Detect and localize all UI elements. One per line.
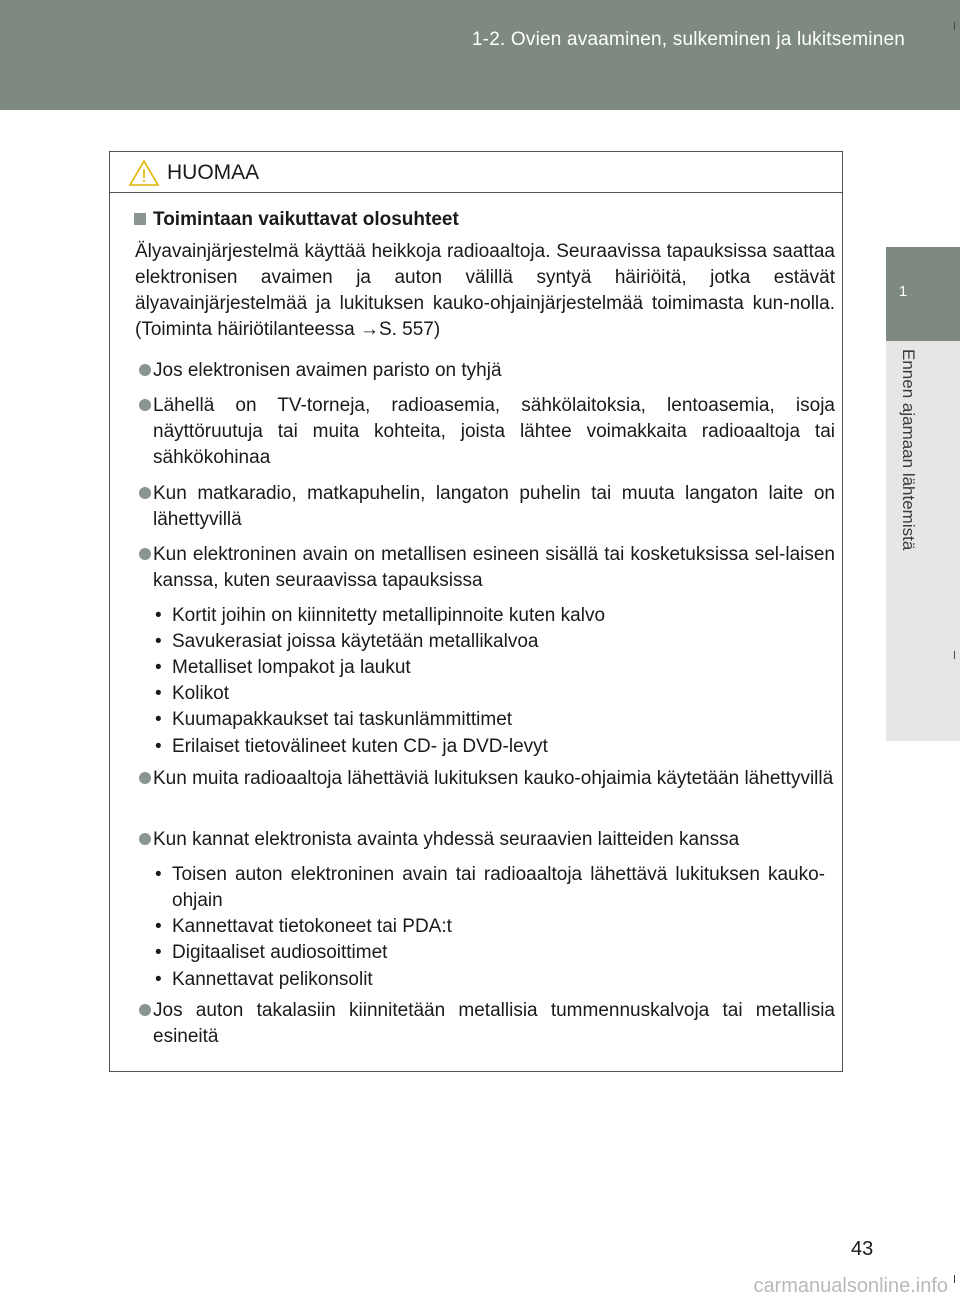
round-bullet-icon: [139, 1004, 151, 1016]
watermark: carmanualsonline.info: [753, 1275, 948, 1297]
chapter-tab: [886, 247, 960, 341]
crop-mark: [954, 651, 955, 659]
notice-title: HUOMAA: [167, 161, 260, 184]
sub-item: • Kortit joihin on kiinnitetty metallipinnoite kuten kalvo: [155, 605, 606, 626]
section-title-text: Toimintaan vaikuttavat olosuhteet: [153, 209, 459, 230]
crop-mark: [954, 1275, 955, 1283]
square-bullet-icon: [134, 213, 146, 225]
bullet-item: Kun kannat elektronista avainta yhdessä seuraavien laitteiden kanssa: [153, 829, 740, 850]
bullet-item: Jos elektronisen avaimen paristo on tyhjä: [153, 360, 502, 381]
sub-item: • Kannettavat pelikonsolit: [155, 969, 373, 990]
sub-item: • Kolikot: [155, 683, 230, 704]
round-bullet-icon: [139, 548, 151, 560]
notice-box: [109, 151, 843, 1072]
chapter-number: 1: [898, 283, 908, 300]
sub-item: • Digitaaliset audiosoittimet: [155, 942, 388, 963]
section-title: [134, 209, 459, 231]
sub-item: • Kuumapakkaukset tai taskunlämmittimet: [155, 709, 513, 730]
round-bullet-icon: [139, 772, 151, 784]
chapter-side-title: Ennen ajamaan lähtemistä: [899, 349, 918, 551]
crop-mark: [954, 22, 955, 30]
sub-item: • Savukerasiat joissa käytetään metallikalvoa: [155, 631, 539, 652]
round-bullet-icon: [139, 364, 151, 376]
round-bullet-icon: [139, 833, 151, 845]
bullet-item: Jos auton takalasiin kiinnitetään metallisia tummennuskalvoja tai metallisia esineitä: [153, 1000, 835, 1047]
page-number: 43: [851, 1238, 874, 1260]
sub-item: • Erilaiset tietovälineet kuten CD- ja DVD-levyt: [155, 736, 548, 757]
bullet-item: Kun muita radioaaltoja lähettäviä lukituksen kauko-ohjaimia käytetään lähettyvillä: [153, 768, 834, 789]
notice-header: [110, 152, 842, 193]
bullet-item: Kun matkaradio, matkapuhelin, langaton puhelin tai muuta langaton laite on lähettyvillä: [153, 483, 835, 530]
sub-item: • Metalliset lompakot ja laukut: [155, 657, 411, 678]
sub-item: • Toisen auton elektroninen avain tai radioaaltoja lähettävä lukituksen kauko-ohjain: [155, 864, 825, 911]
chapter-side-bar: [886, 341, 960, 741]
round-bullet-icon: [139, 399, 151, 411]
bullet-item: Kun elektroninen avain on metallisen esineen sisällä tai kosketuksissa sel-laisen kanssa, kuten seuraavissa tapauksissa: [153, 544, 835, 591]
bullet-item: Lähellä on TV-torneja, radioasemia, sähkölaitoksia, lentoasemia, isoja näyttöruutuja tai muita kohteita, joista lähtee voimakkaita radioaaltoja tai sähkökohinaa: [153, 395, 835, 468]
round-bullet-icon: [139, 487, 151, 499]
header-title: 1-2. Ovien avaaminen, sulkeminen ja lukitseminen: [471, 29, 905, 50]
page-header: [0, 0, 960, 110]
sub-item: • Kannettavat tietokoneet tai PDA:t: [155, 916, 452, 937]
intro-paragraph: Älyavainjärjestelmä käyttää heikkoja radioaaltoja. Seuraavissa tapauksissa saattaa elektronisen avaimen ja auton välillä syntyä häiriöitä, jotka estävät älyavainjärjestelmää ja lukituksen kauko-ohjainjärjestelmää toimimasta kun-nolla. (Toiminta häiriötilanteessa →S. 557): [135, 241, 835, 340]
warning-icon: [128, 159, 160, 187]
